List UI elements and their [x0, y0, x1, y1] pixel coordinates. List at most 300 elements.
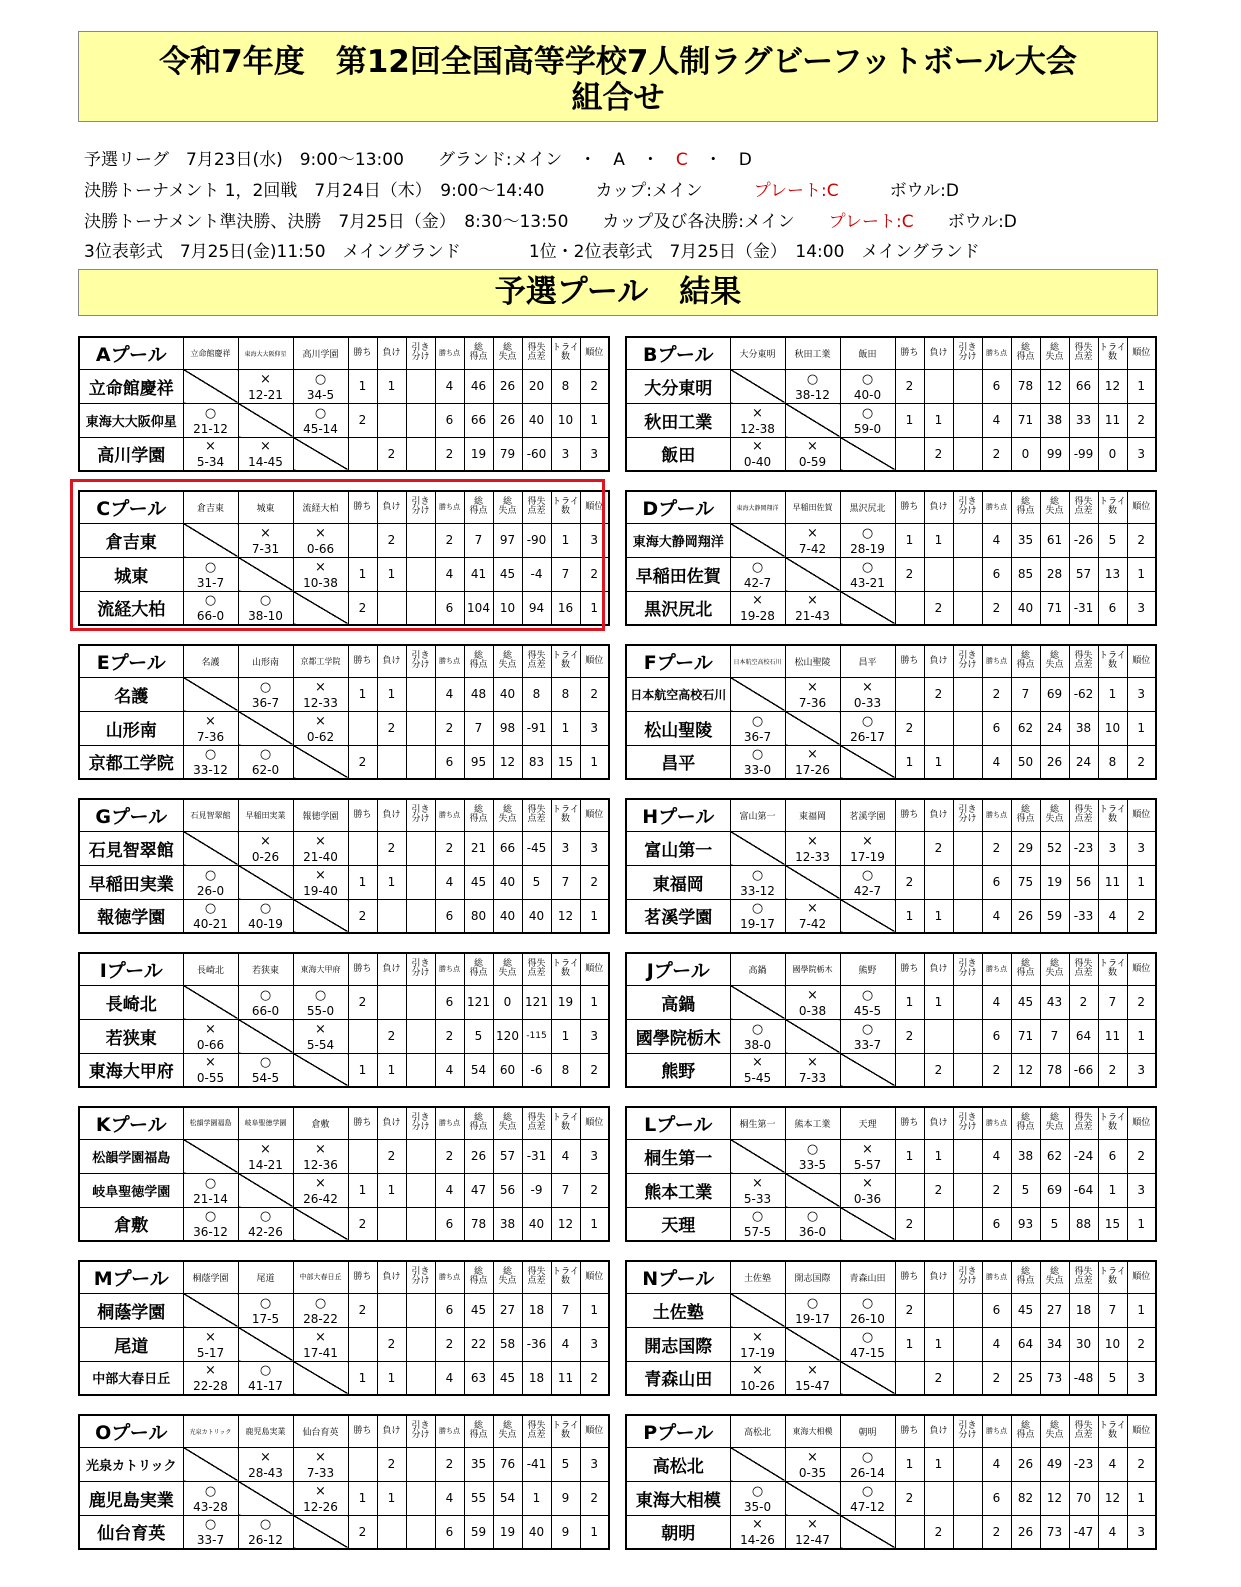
stat-pf: 5 — [1011, 1173, 1040, 1207]
match-score: 42-7 — [853, 883, 882, 898]
stat-rank: 3 — [1127, 1515, 1156, 1549]
win-mark: ○ — [204, 1483, 217, 1499]
opponent-header: 土佐塾 — [730, 1261, 785, 1293]
stat-tries: 12 — [551, 899, 580, 933]
self-match-cell — [840, 899, 895, 933]
stat-pa: 76 — [493, 1447, 522, 1481]
stat-draw — [953, 711, 982, 745]
stat-pf: 47 — [464, 1173, 493, 1207]
stat-pa: 27 — [493, 1293, 522, 1327]
pool-name: Iプール — [79, 953, 183, 985]
stat-diff: -45 — [522, 831, 551, 865]
stat-loss: 2 — [377, 711, 406, 745]
table-row — [626, 1053, 1156, 1087]
column-header-pa: 総 失点 — [1040, 645, 1069, 677]
stat-pa: 58 — [493, 1327, 522, 1361]
match-score: 0-26 — [251, 849, 280, 864]
stat-tries: 1 — [551, 711, 580, 745]
column-header-rank: 順位 — [580, 1415, 609, 1447]
schedule-highlight-text: プレート:C — [753, 181, 839, 201]
stat-loss — [377, 745, 406, 779]
stat-draw — [953, 591, 982, 625]
stat-tries: 6 — [1098, 1139, 1127, 1173]
stat-rank: 3 — [1127, 1361, 1156, 1395]
stat-loss — [924, 1019, 953, 1053]
column-header-win: 勝ち — [895, 645, 924, 677]
column-header-diff: 得失 点差 — [522, 491, 551, 523]
column-header-pts: 勝ち点 — [435, 799, 464, 831]
stat-win: 1 — [895, 523, 924, 557]
stat-diff: 30 — [1069, 1327, 1098, 1361]
match-score: 14-45 — [248, 455, 283, 470]
loss-mark: × — [752, 1329, 763, 1345]
column-header-draw: 引き 分け — [953, 953, 982, 985]
stat-rank: 1 — [1127, 865, 1156, 899]
win-mark: ○ — [259, 1055, 272, 1071]
match-score: 10-26 — [740, 1379, 775, 1394]
loss-mark: × — [315, 1483, 326, 1499]
stat-pa: 26 — [493, 369, 522, 403]
match-result-cell — [238, 1053, 293, 1087]
pool-table — [625, 1106, 1157, 1242]
stat-pa: 59 — [1040, 899, 1069, 933]
title-line-1: 令和7年度 第12回全国高等学校7人制ラグビーフットボール大会 — [159, 44, 1077, 80]
stat-rank: 2 — [580, 557, 609, 591]
stat-tries: 8 — [1098, 745, 1127, 779]
match-score: 14-26 — [740, 1533, 775, 1548]
match-score: 55-0 — [306, 1003, 335, 1018]
pool-table — [625, 644, 1157, 780]
stat-pts: 2 — [982, 1053, 1011, 1087]
opponent-header: 青森山田 — [840, 1261, 895, 1293]
opponent-header: 高川学園 — [293, 337, 348, 369]
stat-draw — [953, 1053, 982, 1087]
stat-loss: 2 — [924, 437, 953, 471]
match-score: 7-31 — [251, 541, 280, 556]
match-result-cell — [785, 1053, 840, 1087]
stat-pf: 7 — [464, 711, 493, 745]
loss-mark: × — [315, 1175, 326, 1191]
stat-tries: 4 — [1098, 899, 1127, 933]
stat-draw — [406, 1515, 435, 1549]
stat-win — [348, 1139, 377, 1173]
stat-rank: 2 — [1127, 1139, 1156, 1173]
stat-draw — [406, 1327, 435, 1361]
match-result-cell — [785, 985, 840, 1019]
stat-win: 1 — [348, 1173, 377, 1207]
match-result-cell — [238, 369, 293, 403]
column-header-pa: 総 失点 — [1040, 1107, 1069, 1139]
team-name: 尾道 — [79, 1327, 183, 1361]
stat-win: 2 — [895, 1207, 924, 1241]
column-header-draw: 引き 分け — [406, 491, 435, 523]
table-row — [79, 677, 609, 711]
win-mark: ○ — [751, 901, 764, 917]
stat-pf: 50 — [1011, 745, 1040, 779]
win-mark: ○ — [204, 1209, 217, 1225]
stat-loss: 2 — [924, 591, 953, 625]
stat-pts: 4 — [435, 557, 464, 591]
column-header-pf: 総 得点 — [1011, 645, 1040, 677]
match-score: 26-12 — [248, 1533, 283, 1548]
column-header-diff: 得失 点差 — [522, 1107, 551, 1139]
match-score: 5-57 — [853, 1157, 882, 1172]
match-result-cell — [840, 1173, 895, 1207]
opponent-header: 京都工学院 — [293, 645, 348, 677]
stat-pf: 7 — [1011, 677, 1040, 711]
stat-pf: 95 — [464, 745, 493, 779]
stat-tries: 12 — [551, 1207, 580, 1241]
stat-pf: 0 — [1011, 437, 1040, 471]
stat-rank: 3 — [1127, 831, 1156, 865]
column-header-tries: トライ 数 — [551, 1261, 580, 1293]
team-name: 倉敷 — [79, 1207, 183, 1241]
match-result-cell — [238, 985, 293, 1019]
stat-win: 1 — [895, 899, 924, 933]
stat-pa: 69 — [1040, 1173, 1069, 1207]
match-result-cell — [730, 899, 785, 933]
stat-win — [895, 1173, 924, 1207]
pool-name: Gプール — [79, 799, 183, 831]
match-score: 28-43 — [248, 1465, 283, 1480]
stat-rank: 3 — [580, 523, 609, 557]
table-row — [626, 711, 1156, 745]
stat-win: 1 — [895, 1447, 924, 1481]
loss-mark: × — [205, 1329, 216, 1345]
win-mark: ○ — [861, 987, 874, 1003]
match-score: 40-21 — [193, 917, 228, 932]
column-header-draw: 引き 分け — [406, 1415, 435, 1447]
self-match-cell — [238, 711, 293, 745]
loss-mark: × — [315, 1449, 326, 1465]
stat-pts: 6 — [435, 899, 464, 933]
stat-win: 2 — [895, 1481, 924, 1515]
column-header-pf: 総 得点 — [464, 1415, 493, 1447]
stat-rank: 1 — [1127, 1207, 1156, 1241]
results-heading: 予選プール 結果 — [78, 269, 1158, 316]
stat-tries: 15 — [551, 745, 580, 779]
stat-loss: 1 — [377, 369, 406, 403]
stat-pa: 97 — [493, 523, 522, 557]
pool-table — [78, 798, 610, 934]
match-score: 0-59 — [798, 455, 827, 470]
stat-diff: -26 — [1069, 523, 1098, 557]
stat-tries: 10 — [1098, 1327, 1127, 1361]
column-header-draw: 引き 分け — [406, 953, 435, 985]
stat-loss — [377, 403, 406, 437]
match-result-cell — [293, 1327, 348, 1361]
loss-mark: × — [807, 901, 818, 917]
stat-draw — [406, 1293, 435, 1327]
match-score: 15-47 — [795, 1379, 830, 1394]
stat-draw — [953, 1173, 982, 1207]
table-row — [79, 1139, 609, 1173]
stat-draw — [953, 1481, 982, 1515]
match-score: 0-40 — [743, 455, 772, 470]
stat-tries: 16 — [551, 591, 580, 625]
pool-table — [625, 490, 1157, 626]
team-name: 富山第一 — [626, 831, 730, 865]
table-row — [79, 1173, 609, 1207]
stat-pa: 79 — [493, 437, 522, 471]
stat-diff: -47 — [1069, 1515, 1098, 1549]
column-header-pts: 勝ち点 — [982, 645, 1011, 677]
stat-diff: 40 — [522, 1515, 551, 1549]
opponent-header: 高鍋 — [730, 953, 785, 985]
win-mark: ○ — [314, 1295, 327, 1311]
match-result-cell — [183, 1173, 238, 1207]
stat-pf: 35 — [464, 1447, 493, 1481]
column-header-draw: 引き 分け — [953, 645, 982, 677]
team-name: 光泉カトリック — [79, 1447, 183, 1481]
column-header-draw: 引き 分け — [953, 1261, 982, 1293]
loss-mark: × — [315, 713, 326, 729]
win-mark: ○ — [861, 405, 874, 421]
column-header-loss: 負け — [377, 799, 406, 831]
match-result-cell — [238, 1361, 293, 1395]
column-header-win: 勝ち — [348, 645, 377, 677]
schedule-highlight-text: プレート:C — [828, 212, 914, 232]
match-score: 7-36 — [196, 729, 225, 744]
stat-pa: 40 — [493, 899, 522, 933]
match-result-cell — [238, 591, 293, 625]
column-header-pts: 勝ち点 — [435, 953, 464, 985]
match-result-cell — [840, 1481, 895, 1515]
self-match-cell — [293, 1207, 348, 1241]
stat-draw — [406, 437, 435, 471]
stat-loss: 2 — [924, 1361, 953, 1395]
match-score: 59-0 — [853, 421, 882, 436]
stat-pts: 6 — [435, 1207, 464, 1241]
opponent-header: 松山聖陵 — [785, 645, 840, 677]
match-result-cell — [183, 1515, 238, 1549]
match-result-cell — [785, 831, 840, 865]
column-header-win: 勝ち — [895, 337, 924, 369]
loss-mark: × — [862, 1141, 873, 1157]
match-score: 17-5 — [251, 1311, 280, 1326]
win-mark: ○ — [204, 867, 217, 883]
loss-mark: × — [807, 987, 818, 1003]
opponent-header: 城東 — [238, 491, 293, 523]
stat-pf: 63 — [464, 1361, 493, 1395]
match-result-cell — [785, 677, 840, 711]
stat-win: 1 — [895, 985, 924, 1019]
win-mark: ○ — [314, 371, 327, 387]
team-name: 高川学園 — [79, 437, 183, 471]
stat-win: 2 — [895, 1293, 924, 1327]
stat-pts: 4 — [982, 523, 1011, 557]
team-name: 流経大柏 — [79, 591, 183, 625]
match-result-cell — [730, 1173, 785, 1207]
table-row — [79, 369, 609, 403]
team-name: 朝明 — [626, 1515, 730, 1549]
match-score: 26-14 — [850, 1465, 885, 1480]
opponent-header: 仙台育英 — [293, 1415, 348, 1447]
match-score: 33-7 — [853, 1037, 882, 1052]
stat-tries: 4 — [1098, 1515, 1127, 1549]
stat-diff: 8 — [522, 677, 551, 711]
opponent-header: 熊本工業 — [785, 1107, 840, 1139]
opponent-header: 流経大柏 — [293, 491, 348, 523]
loss-mark: × — [205, 1055, 216, 1071]
column-header-pts: 勝ち点 — [435, 1415, 464, 1447]
team-name: 茗溪学園 — [626, 899, 730, 933]
stat-win: 2 — [895, 369, 924, 403]
column-header-pf: 総 得点 — [464, 1107, 493, 1139]
match-result-cell — [785, 591, 840, 625]
match-result-cell — [730, 711, 785, 745]
stat-pa: 12 — [1040, 369, 1069, 403]
loss-mark: × — [315, 833, 326, 849]
stat-diff: 66 — [1069, 369, 1098, 403]
team-name: 飯田 — [626, 437, 730, 471]
match-score: 17-41 — [303, 1345, 338, 1360]
column-header-loss: 負け — [924, 1107, 953, 1139]
match-result-cell — [730, 1481, 785, 1515]
stat-diff: -33 — [1069, 899, 1098, 933]
match-score: 0-36 — [853, 1191, 882, 1206]
win-mark: ○ — [806, 1209, 819, 1225]
match-result-cell — [183, 1481, 238, 1515]
stat-pa: 19 — [493, 1515, 522, 1549]
stat-pa: 52 — [1040, 831, 1069, 865]
stat-rank: 1 — [580, 985, 609, 1019]
stat-loss: 2 — [377, 1019, 406, 1053]
match-score: 7-42 — [798, 541, 827, 556]
self-match-cell — [293, 1515, 348, 1549]
match-score: 62-0 — [251, 763, 280, 778]
column-header-draw: 引き 分け — [953, 1107, 982, 1139]
stat-draw — [953, 899, 982, 933]
self-match-cell — [730, 1139, 785, 1173]
pool-table — [625, 952, 1157, 1088]
stat-diff: -48 — [1069, 1361, 1098, 1395]
match-result-cell — [238, 1139, 293, 1173]
match-score: 17-19 — [850, 849, 885, 864]
stat-tries: 3 — [551, 437, 580, 471]
table-row — [79, 1327, 609, 1361]
column-header-pa: 総 失点 — [1040, 1415, 1069, 1447]
column-header-diff: 得失 点差 — [1069, 799, 1098, 831]
win-mark: ○ — [259, 987, 272, 1003]
match-result-cell — [183, 899, 238, 933]
loss-mark: × — [752, 593, 763, 609]
stat-pa: 12 — [493, 745, 522, 779]
stat-tries: 19 — [551, 985, 580, 1019]
stat-draw — [953, 985, 982, 1019]
pool-table — [625, 798, 1157, 934]
stat-diff: -23 — [1069, 831, 1098, 865]
stat-pts: 2 — [982, 1361, 1011, 1395]
self-match-cell — [238, 1327, 293, 1361]
column-header-pts: 勝ち点 — [982, 1107, 1011, 1139]
stat-win — [348, 1447, 377, 1481]
stat-diff: 2 — [1069, 985, 1098, 1019]
opponent-header: 大分東明 — [730, 337, 785, 369]
stat-pa: 45 — [493, 1361, 522, 1395]
match-result-cell — [183, 437, 238, 471]
stat-tries: 13 — [1098, 557, 1127, 591]
opponent-header: 秋田工業 — [785, 337, 840, 369]
column-header-loss: 負け — [924, 1415, 953, 1447]
match-result-cell — [293, 403, 348, 437]
match-score: 5-34 — [196, 455, 225, 470]
win-mark: ○ — [806, 371, 819, 387]
stat-pts: 2 — [982, 677, 1011, 711]
table-row — [79, 437, 609, 471]
stat-loss: 2 — [377, 1327, 406, 1361]
column-header-diff: 得失 点差 — [1069, 1261, 1098, 1293]
pool-name: Hプール — [626, 799, 730, 831]
stat-pa: 40 — [493, 865, 522, 899]
match-result-cell — [183, 403, 238, 437]
pool-name: Aプール — [79, 337, 183, 369]
stat-pf: 71 — [1011, 403, 1040, 437]
team-name: 仙台育英 — [79, 1515, 183, 1549]
stat-win: 2 — [348, 591, 377, 625]
stat-rank: 1 — [580, 1293, 609, 1327]
stat-diff: 20 — [522, 369, 551, 403]
stat-pa: 120 — [493, 1019, 522, 1053]
stat-diff: -115 — [522, 1019, 551, 1053]
pool-table — [78, 644, 610, 780]
match-result-cell — [840, 1019, 895, 1053]
team-name: 東海大甲府 — [79, 1053, 183, 1087]
team-name: 東海大静岡翔洋 — [626, 523, 730, 557]
stat-pf: 104 — [464, 591, 493, 625]
team-name: 松韻学園福島 — [79, 1139, 183, 1173]
stat-tries: 4 — [1098, 1447, 1127, 1481]
match-score: 19-28 — [740, 609, 775, 624]
self-match-cell — [293, 1053, 348, 1087]
win-mark: ○ — [259, 1363, 272, 1379]
column-header-rank: 順位 — [580, 337, 609, 369]
stat-diff: -23 — [1069, 1447, 1098, 1481]
self-match-cell — [840, 1515, 895, 1549]
column-header-pts: 勝ち点 — [982, 953, 1011, 985]
opponent-header: 名護 — [183, 645, 238, 677]
stat-tries: 8 — [551, 677, 580, 711]
stat-rank: 1 — [1127, 1293, 1156, 1327]
stat-rank: 3 — [580, 711, 609, 745]
self-match-cell — [785, 1019, 840, 1053]
stat-draw — [953, 745, 982, 779]
stat-loss — [924, 369, 953, 403]
column-header-loss: 負け — [924, 645, 953, 677]
loss-mark: × — [205, 439, 216, 455]
column-header-win: 勝ち — [895, 799, 924, 831]
self-match-cell — [840, 591, 895, 625]
stat-pa: 24 — [1040, 711, 1069, 745]
match-score: 36-12 — [193, 1225, 228, 1240]
loss-mark: × — [807, 747, 818, 763]
stat-pa: 26 — [1040, 745, 1069, 779]
match-result-cell — [293, 865, 348, 899]
stat-pa: 10 — [493, 591, 522, 625]
stat-win: 2 — [348, 899, 377, 933]
table-row — [626, 1207, 1156, 1241]
stat-pf: 62 — [1011, 711, 1040, 745]
self-match-cell — [293, 437, 348, 471]
column-header-pts: 勝ち点 — [982, 337, 1011, 369]
match-score: 54-5 — [251, 1071, 280, 1086]
win-mark: ○ — [751, 1021, 764, 1037]
pool-name: Kプール — [79, 1107, 183, 1139]
column-header-rank: 順位 — [580, 1107, 609, 1139]
stat-draw — [953, 1139, 982, 1173]
opponent-header: 尾道 — [238, 1261, 293, 1293]
match-result-cell — [238, 523, 293, 557]
